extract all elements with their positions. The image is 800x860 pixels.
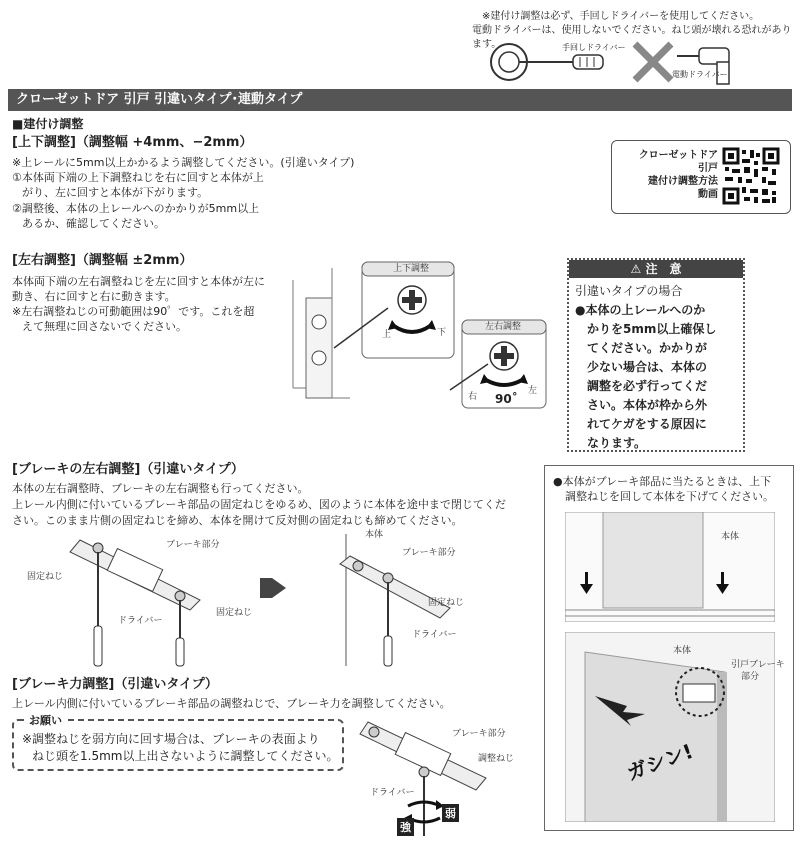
label-body: 本体 [365, 530, 384, 540]
brake-force-body: 上レール内側に付いているブレーキ部品の調整ねじで、ブレーキ力を調整してください。 [12, 697, 451, 710]
label-fixed-screw-left: 固定ねじ [27, 572, 64, 582]
weak-label: 弱 [442, 804, 459, 822]
force-driver-label: ドライバー [370, 788, 415, 798]
request-title: お願い [26, 712, 65, 728]
updown-step1a: ①本体両下端の上下調整ねじを右に回すと本体が上 [12, 171, 264, 184]
top-note-line2: 電動ドライバーは、使用しないでください。ねじ頭が壊れる恐れがあります。 [472, 25, 792, 50]
caution-heading: 引違いタイプの場合 [575, 284, 683, 298]
updown-step1b: がり、左に回すと本体が下がります。 [22, 186, 209, 199]
label-driver2: ドライバー [412, 630, 457, 640]
diagram-right-label: 右 [468, 392, 478, 402]
caution-line: てください。かかりが [587, 341, 708, 355]
rightbox-note1: ●本体がブレーキ部品に当たるときは、上下 [553, 475, 772, 488]
request-box [12, 714, 344, 771]
leftright-title: [左右調整]（調整幅 ±2mm） [12, 253, 193, 268]
updown-step2a: ②調整後、本体の上レールへのかかりが5mm以上 [12, 202, 260, 215]
brake-lr-body3: さい。このまま片側の固定ねじを締め、本体を開けて反対側の固定ねじも締めてください。 [12, 514, 463, 527]
diagram-down-label: 下 [437, 328, 447, 338]
top-note-line1: ※建付け調整は必ず、手回しドライバーを使用してください。 [482, 11, 760, 22]
qr-code-icon[interactable] [722, 147, 780, 205]
qr-line2: 引戸 [698, 163, 718, 174]
diagram-up-label: 上 [382, 330, 392, 340]
qr-line3: 建付け調整方法 [648, 176, 718, 187]
label-driver: ドライバー [118, 616, 163, 626]
diagram-angle-label: 90˚ [495, 392, 518, 406]
caution-title: ⚠ 注 意 [569, 260, 743, 278]
caution-box [567, 258, 745, 452]
caution-line: 少ない場合は、本体の [587, 360, 708, 374]
rightbox-note2: 調整ねじを回して本体を下げてください。 [565, 490, 774, 503]
updown-note: ※上レールに5mm以上かかるよう調整してください。(引違いタイプ) [12, 156, 355, 169]
hand-driver-label: 手回しドライバー [562, 43, 626, 52]
request-line1: ※調整ねじを弱方向に回す場合は、ブレーキの表面より [22, 732, 320, 746]
label-fixed-screw2: 固定ねじ [428, 598, 465, 608]
updown-title: [上下調整]（調整幅 +4mm、−2mm） [12, 135, 253, 150]
leftright-body1: 本体両下端の左右調整ねじを左に回すと本体が左に [12, 275, 265, 288]
label-brake-part: ブレーキ部分 [166, 540, 220, 550]
rightbox-sound-effect: ガシン! [623, 738, 697, 785]
brake-lr-title: [ブレーキの左右調整]（引違いタイプ） [12, 462, 244, 477]
qr-video-box[interactable] [611, 140, 791, 214]
diagram-lr-title: 左右調整 [485, 322, 522, 332]
caution-line: かりを5mm以上確保し [587, 322, 717, 336]
caution-line: 調整を必ず行ってくだ [587, 379, 708, 393]
brake-force-title: [ブレーキ力調整]（引違いタイプ） [12, 677, 218, 692]
leftright-body2: 動き、右に回すと右に動きます。 [12, 290, 176, 303]
qr-line4: 動画 [698, 189, 718, 200]
updown-step2b: あるか、確認してください。 [22, 217, 165, 230]
door-lower-diagram [565, 512, 775, 622]
caution-line: さい。本体が枠から外 [587, 398, 708, 412]
product-banner: クローゼットドア 引戸 引違いタイプ･連動タイプ [8, 89, 792, 111]
strong-label: 強 [397, 818, 414, 836]
rightbox-brake-label1: 引戸ブレーキ [731, 660, 785, 670]
diagram-updown-title: 上下調整 [393, 264, 430, 274]
leftright-note2: えて無理に回さないでください。 [22, 320, 187, 333]
brake-lr-diagram [60, 530, 540, 670]
diagram-left-label: 左 [528, 386, 538, 396]
brake-contact-box [544, 465, 794, 831]
label-fixed-screw-right: 固定ねじ [216, 608, 253, 618]
electric-driver-label: 電動ドライバー [672, 70, 728, 79]
rightbox-brake-label2: 部分 [741, 672, 760, 682]
label-brake-part2: ブレーキ部分 [402, 548, 456, 558]
caution-line: れてケガをする原因に [587, 417, 707, 431]
force-adjust-screw-label: 調整ねじ [478, 754, 515, 764]
request-line2: ねじ頭を1.5mm以上出さないように調整してください。 [32, 749, 339, 763]
section-title: ■建付け調整 [12, 117, 84, 131]
qr-line1: クローゼットドア [638, 150, 718, 161]
force-brake-part-label: ブレーキ部分 [452, 729, 506, 739]
caution-line: なります。 [587, 436, 647, 450]
leftright-note1: ※左右調整ねじの可動範囲は90゜です。これを超 [12, 305, 255, 318]
caution-line: ●本体の上レールへのか [575, 303, 706, 317]
rightbox-body-label: 本体 [721, 532, 740, 542]
brake-lr-body2: 上レール内側に付いているブレーキ部品の固定ねじをゆるめ、図のように本体を途中まで閉じてくだ [12, 498, 506, 511]
brake-lr-body1: 本体の左右調整時、ブレーキの左右調整も行ってください。 [12, 482, 309, 495]
rightbox-body2-label: 本体 [673, 646, 692, 656]
